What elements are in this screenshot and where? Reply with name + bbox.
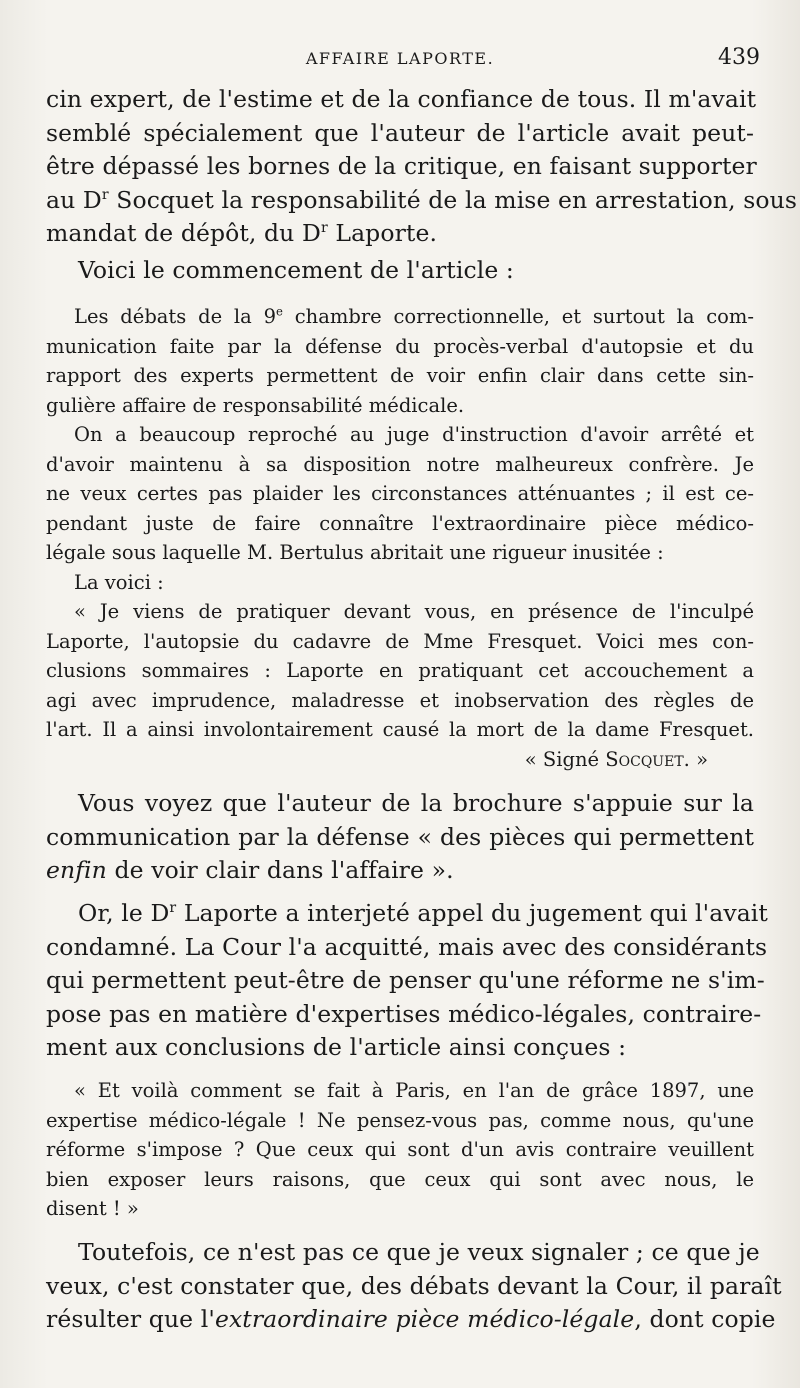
page-header — [40, 45, 760, 75]
quote-line: expertise médico-légale ! Ne pensez-vous pas, comme nous, qu'une — [46, 1108, 754, 1132]
signature: « Signé Socquet. » — [524, 747, 708, 771]
quote-line: réforme s'impose ? Que ceux qui sont d'un avis contraire veuillent — [46, 1138, 754, 1161]
text-line: semblé spécialement que l'auteur de l'article avait peut- — [46, 118, 754, 147]
text-line: Or, le $D^r$ Laporte a interjeté appel du jugement qui l'avait — [78, 899, 768, 927]
text-line: être dépassé les bornes de la critique, en faisant supporter — [46, 152, 757, 180]
quote-line: agi avec imprudence, maladresse et inobservation des règles de — [46, 688, 754, 712]
quote-line: munication faite par la défense du procès-verbal d'autopsie et du — [46, 334, 754, 358]
text-line: résulter que l'extraordinaire pièce médico-légale, dont copie — [46, 1305, 776, 1333]
quote-line: rapport des experts permettent de voir enfin clair dans cette sin- — [46, 364, 754, 387]
quoted-article — [46, 302, 754, 774]
paragraph-toutefois — [46, 1236, 782, 1337]
text-line: mandat de dépôt, du $D^r$ Laporte. — [46, 219, 438, 247]
text-line: cin expert, de l'estime et de la confiance de tous. Il m'avait — [46, 85, 757, 113]
quote-line: ne veux certes pas plaider les circonstances atténuantes ; il est ce- — [46, 482, 754, 505]
quote-line: pendant juste de faire connaître l'extraordinaire pièce médico- — [46, 511, 754, 535]
running-head: AFFAIRE LAPORTE. — [305, 49, 495, 68]
quote-line: l'art. Il a ainsi involontairement causé la mort de la dame Fresquet. — [46, 718, 754, 741]
quote-line: On a beaucoup reproché au juge d'instruction d'avoir arrêté et — [74, 423, 754, 446]
text-line: au $D^r$ Socquet la responsabilité de la mise en arrestation, sous — [46, 185, 798, 214]
text-line: pose pas en matière d'expertises médico-légales, contraire- — [46, 999, 762, 1028]
paragraph-continuation — [46, 83, 798, 251]
text-line: communication par la défense « des pièces qui permettent — [46, 822, 754, 851]
quote-line: « Je viens de pratiquer devant vous, en présence de l'inculpé — [74, 600, 754, 623]
quote-line: clusions sommaires : Laporte en pratiquant cet accouchement a — [46, 659, 754, 682]
quote-line: légale sous laquelle M. Bertulus abritait une rigueur inusitée : — [46, 541, 664, 564]
text-line: enfin de voir clair dans l'affaire ». — [46, 856, 454, 884]
paragraph-intro — [46, 254, 754, 288]
quote-line: bien exposer leurs raisons, que ceux qui sont avec nous, le — [46, 1167, 754, 1191]
quote-line: La voici : — [74, 570, 164, 594]
paragraph-brochure — [46, 787, 754, 888]
text-line: qui permettent peut-être de penser qu'une réforme ne s'im- — [46, 966, 765, 994]
page-number: 439 — [718, 45, 760, 70]
quote-line: Laporte, l'autopsie du cadavre de Mme Fresquet. Voici mes con- — [46, 629, 754, 653]
text-line: condamné. La Cour l'a acquitté, mais avec des considérants — [46, 932, 768, 961]
text-line: Voici le commencement de l'article : — [78, 256, 514, 284]
text-line: ment aux conclusions de l'article ainsi conçues : — [46, 1033, 627, 1061]
text-line: veux, c'est constater que, des débats devant la Cour, il paraît — [46, 1271, 782, 1300]
quote-line: d'avoir maintenu à sa disposition notre malheureux confrère. Je — [46, 452, 754, 476]
text-line: Toutefois, ce n'est pas ce que je veux signaler ; ce que je — [78, 1238, 760, 1266]
quote-line: « Et voilà comment se fait à Paris, en l'an de grâce 1897, une — [74, 1079, 754, 1102]
quote-line: Les débats de la 9e chambre correctionnelle, et surtout la com- — [74, 304, 754, 328]
quoted-conclusion — [46, 1076, 754, 1224]
paragraph-appeal — [46, 897, 768, 1065]
quote-line: gulière affaire de responsabilité médicale. — [46, 393, 465, 417]
text-line: Vous voyez que l'auteur de la brochure s'appuie sur la — [78, 789, 754, 817]
quote-line: disent ! » — [46, 1197, 139, 1220]
